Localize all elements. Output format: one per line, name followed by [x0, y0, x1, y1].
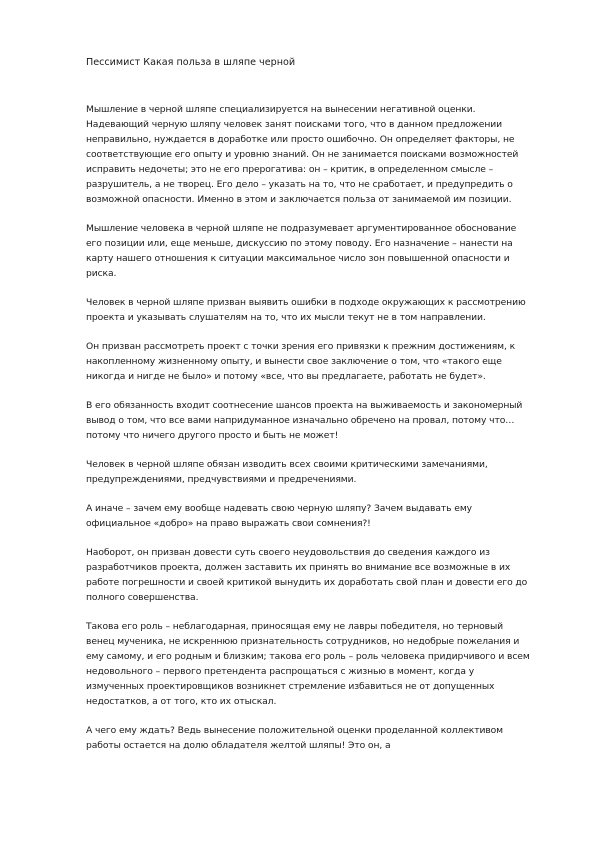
paragraph: Мышление человека в черной шляпе не подразумевает аргументированное обоснование его позиции или, еще меньше, дискуссию по этому поводу. Его назначение – нанести на карту нашего отношения к ситуации максимальное число зон повышенной опасности и риска.	[86, 223, 517, 279]
document-body	[86, 102, 534, 767]
paragraph: Человек в черной шляпе призван выявить ошибки в подходе окружающих к рассмотрению проекта и указывать слушателям на то, что их мысли текут не в том направлении.	[86, 297, 526, 323]
paragraph: Мышление в черной шляпе специализируется на вынесении негативной оценки. Надевающий черную шляпу человек занят поисками того, что в данном предложении неправильно, нуждается в доработке или просто ошибочно. Он определяет факторы, не соответствующие его опыту и уровню знаний. Он не занимается поисками возможностей исправить недочеты; это не его прерогатива: он – критик, в определенном смысле – разрушитель, а не творец. Его дело – указать на то, что не сработает, и предупредить о возможной опасности. Именно в этом и заключается польза от занимаемой им позиции.	[86, 104, 519, 205]
paragraph: Наоборот, он призван довести суть своего неудовольствия до сведения каждого из разработчиков проекта, должен заставить их принять во внимание все возможные в их работе погрешности и своей критикой вынудить их доработать свой план и довести его до полного совершенства.	[86, 547, 528, 603]
document-title: Пессимист Какая польза в шляпе черной	[86, 57, 296, 68]
paragraph: Он призван рассмотреть проект с точки зрения его привязки к прежним достижениям, к накопленному жизненному опыту, и вынести свое заключение о том, что «такого еще никогда и нигде не было» и потому «все, что вы предлагаете, работать не будет».	[86, 341, 516, 382]
paragraph: В его обязанность входит соотнесение шансов проекта на выживаемость и закономерный вывод о том, что все вами напридуманное изначально обречено на провал, потому что… потому что ничего другого просто и быть не может!	[86, 400, 523, 441]
paragraph: Человек в черной шляпе обязан изводить всех своими критическими замечаниями, предупреждениями, предчувствиями и предречениями.	[86, 459, 488, 485]
paragraph: А чего ему ждать? Ведь вынесение положительной оценки проделанной коллективом работы остается на долю обладателя желтой шляпы! Это он, а	[86, 725, 503, 751]
paragraph: Такова его роль – неблагодарная, приносящая ему не лавры победителя, но терновый венец мученика, не искреннюю признательность сотрудников, но недобрые пожелания и ему самому, и его родным и близким; такова его роль – роль человека придирчивого и всем недовольного – первого претендента распрощаться с жизнью в момент, когда у измученных проектировщиков возникнет стремление избавиться не от допущенных недостатков, а от того, кто их отыскал.	[86, 621, 530, 707]
paragraph: А иначе – зачем ему вообще надевать свою черную шляпу? Зачем выдавать ему официальное «добро» на право выражать свои сомнения?!	[86, 503, 472, 529]
